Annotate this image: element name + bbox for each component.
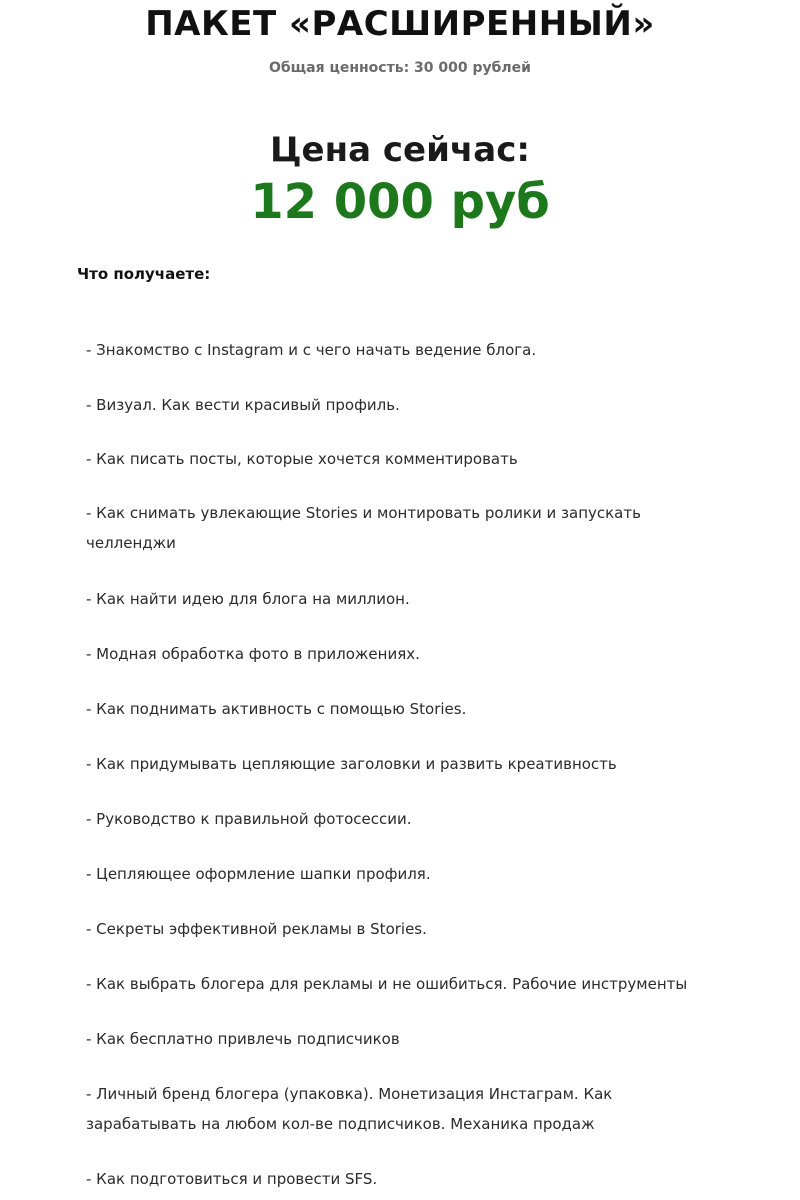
price-value: 12 000 руб bbox=[250, 174, 550, 230]
list-item: - Как поднимать активность с помощью Stories. bbox=[86, 700, 467, 718]
list-item: - Как выбрать блогера для рекламы и не ошибиться. Рабочие инструменты bbox=[86, 975, 688, 993]
list-item: - Как найти идею для блога на миллион. bbox=[86, 590, 410, 608]
price-label: Цена сейчас: bbox=[270, 130, 530, 170]
list-item: - Как подготовиться и провести SFS. bbox=[86, 1170, 378, 1188]
list-item: - Модная обработка фото в приложениях. bbox=[86, 645, 420, 663]
list-item: - Цепляющее оформление шапки профиля. bbox=[86, 865, 431, 883]
list-item: - Как писать посты, которые хочется комментировать bbox=[86, 450, 518, 468]
list-item: - Как придумывать цепляющие заголовки и развить креативность bbox=[86, 755, 617, 773]
list-item: - Визуал. Как вести красивый профиль. bbox=[86, 396, 400, 414]
list-item: - Как бесплатно привлечь подписчиков bbox=[86, 1030, 400, 1048]
list-item: - Как снимать увлекающие Stories и монтировать ролики и запускать челленджи bbox=[86, 504, 641, 552]
total-value-note: Общая ценность: 30 000 рублей bbox=[269, 60, 531, 76]
package-title: ПАКЕТ «РАСШИРЕННЫЙ» bbox=[145, 4, 655, 44]
features-heading: Что получаете: bbox=[77, 265, 211, 283]
list-item: - Руководство к правильной фотосессии. bbox=[86, 810, 412, 828]
list-item: - Личный бренд блогера (упаковка). Монетизация Инстаграм. Как зарабатывать на любом кол-ве подписчиков. Механика продаж bbox=[86, 1085, 613, 1133]
list-item: - Знакомство с Instagram и с чего начать ведение блога. bbox=[86, 341, 537, 359]
list-item: - Секреты эффективной рекламы в Stories. bbox=[86, 920, 427, 938]
